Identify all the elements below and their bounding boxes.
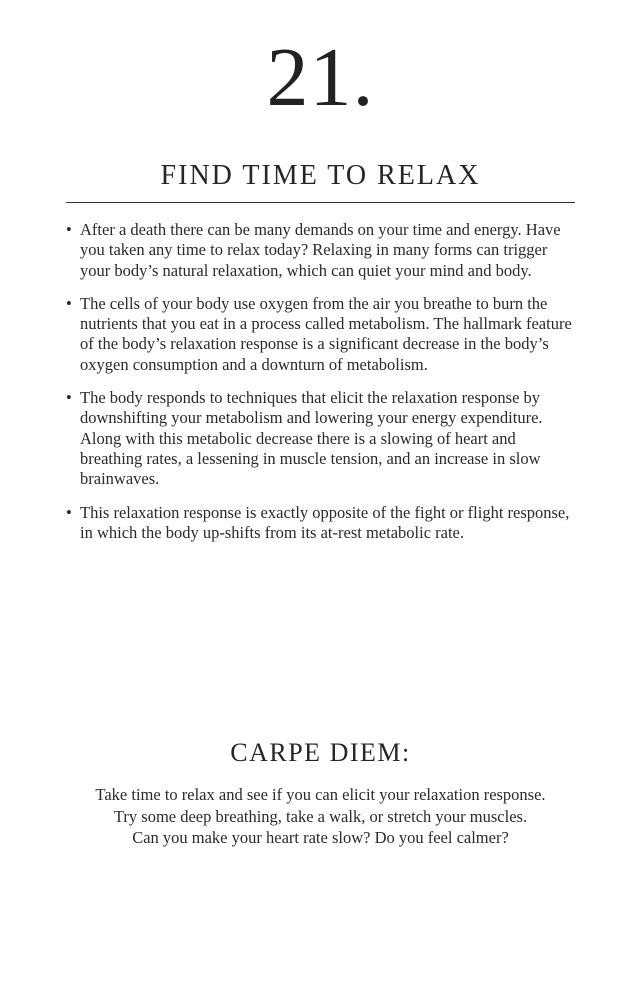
bullet-marker: • xyxy=(66,502,72,522)
closing-line: Take time to relax and see if you can elicit your relaxation response. xyxy=(95,785,546,804)
bullet-text: The cells of your body use oxygen from the air you breathe to burn the nutrients that you eat in a process called metabolism. The hallmark feature of the body’s relaxation response is a significant decrease in the body’s oxygen consumption and a downturn of metabolism. xyxy=(80,293,572,374)
list-item xyxy=(66,388,576,489)
carpe-diem-text xyxy=(0,784,641,849)
chapter-title: FIND TIME TO RELAX xyxy=(160,160,481,191)
bullet-marker: • xyxy=(66,220,72,239)
bullet-marker: • xyxy=(66,293,72,313)
closing-line: Can you make your heart rate slow? Do you feel calmer? xyxy=(132,828,509,847)
bullet-text: After a death there can be many demands on your time and energy. Have you taken any time to relax today? Relaxing in many forms can trigger your body’s natural relaxation, which can quiet your mind and body. xyxy=(80,220,561,280)
closing-line: Try some deep breathing, take a walk, or stretch your muscles. xyxy=(113,806,528,826)
title-divider xyxy=(66,202,575,203)
bullet-text: This relaxation response is exactly opposite of the fight or flight response, in which the body up-shifts from its at-rest metabolic rate. xyxy=(80,502,570,542)
carpe-diem-title: CARPE DIEM: xyxy=(230,738,411,767)
bullet-text: The body responds to techniques that elicit the relaxation response by downshifting your metabolism and lowering your energy expenditure. Along with this metabolic decrease there is a slowing of heart and breathing rates, a lessening in muscle tension, and an increase in slow brainwaves. xyxy=(80,388,543,489)
bullet-list xyxy=(66,220,576,556)
list-item xyxy=(66,503,576,544)
list-item xyxy=(66,294,576,375)
list-item xyxy=(66,220,576,281)
bullet-marker: • xyxy=(66,388,72,408)
chapter-number: 21. xyxy=(266,31,375,124)
